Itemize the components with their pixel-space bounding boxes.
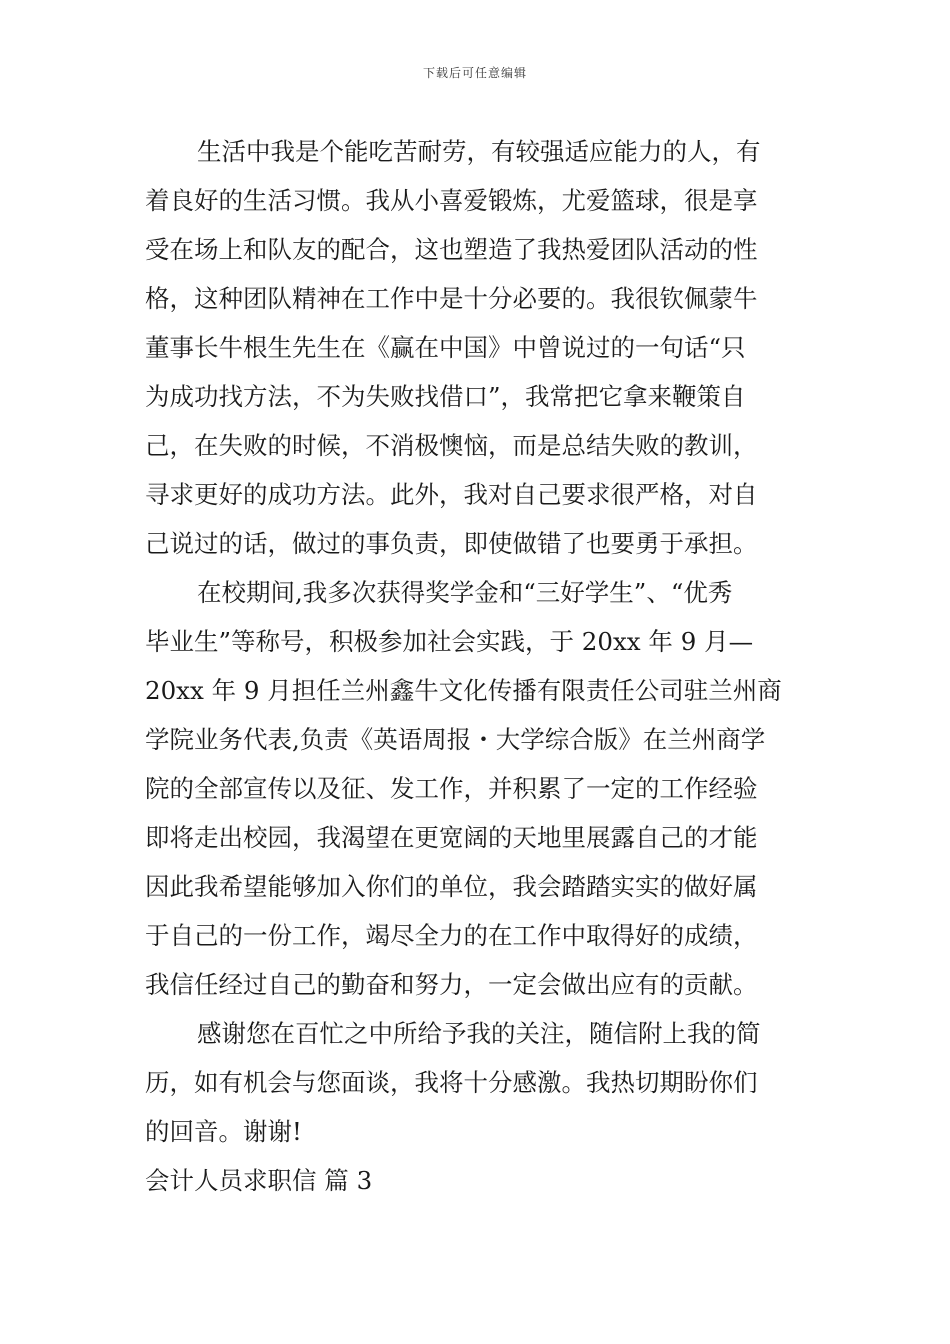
text-line: 20xx 年 9 月担任兰州鑫牛文化传播有限责任公司驻兰州商 bbox=[145, 676, 782, 705]
text-line: 为成功找方法，不为失败找借口”，我常把它拿来鞭策自 bbox=[145, 382, 746, 411]
paragraph-school-experience bbox=[145, 568, 810, 1009]
text-line: 我信任经过自己的勤奋和努力，一定会做出应有的贡献。 bbox=[145, 970, 758, 999]
text-line: 己说过的话，做过的事负责，即使做错了也要勇于承担。 bbox=[145, 529, 758, 558]
document-body bbox=[145, 127, 810, 1206]
text-line: 在校期间,我多次获得奖学金和“三好学生”、“优秀 bbox=[197, 578, 733, 607]
paragraph-closing bbox=[145, 1009, 810, 1156]
text-line: 寻求更好的成功方法。此外，我对自己要求很严格，对自 bbox=[145, 480, 758, 509]
text-line: 格，这种团队精神在工作中是十分必要的。我很钦佩蒙牛 bbox=[145, 284, 758, 313]
text-line: 学院业务代表,负责《英语周报・大学综合版》在兰州商学 bbox=[145, 725, 766, 754]
text-line: 毕业生”等称号，积极参加社会实践，于 20xx 年 9 月— bbox=[145, 627, 754, 656]
text-line: 感谢您在百忙之中所给予我的关注，随信附上我的简 bbox=[197, 1019, 761, 1048]
paragraph-personality bbox=[145, 127, 810, 568]
text-line: 董事长牛根生先生在《赢在中国》中曾说过的一句话“只 bbox=[145, 333, 746, 362]
page-header-note: 下载后可任意编辑 bbox=[422, 66, 527, 80]
text-line: 生活中我是个能吃苦耐劳，有较强适应能力的人，有 bbox=[197, 137, 761, 166]
text-line: 着良好的生活习惯。我从小喜爱锻炼，尤爱篮球，很是享 bbox=[145, 186, 758, 215]
section-heading: 会计人员求职信 篇 3 bbox=[145, 1166, 373, 1195]
text-line: 因此我希望能够加入你们的单位，我会踏踏实实的做好属 bbox=[145, 872, 758, 901]
text-line: 历，如有机会与您面谈，我将十分感激。我热切期盼你们 bbox=[145, 1068, 758, 1097]
text-line: 即将走出校园，我渴望在更宽阔的天地里展露自己的才能 bbox=[145, 823, 758, 852]
text-line: 院的全部宣传以及征、发工作，并积累了一定的工作经验 bbox=[145, 774, 758, 803]
text-line: 的回音。谢谢! bbox=[145, 1117, 302, 1146]
text-line: 于自己的一份工作，竭尽全力的在工作中取得好的成绩， bbox=[145, 921, 758, 950]
text-line: 己，在失败的时候，不消极懊恼，而是总结失败的教训， bbox=[145, 431, 758, 460]
text-line: 受在场上和队友的配合，这也塑造了我热爱团队活动的性 bbox=[145, 235, 758, 264]
